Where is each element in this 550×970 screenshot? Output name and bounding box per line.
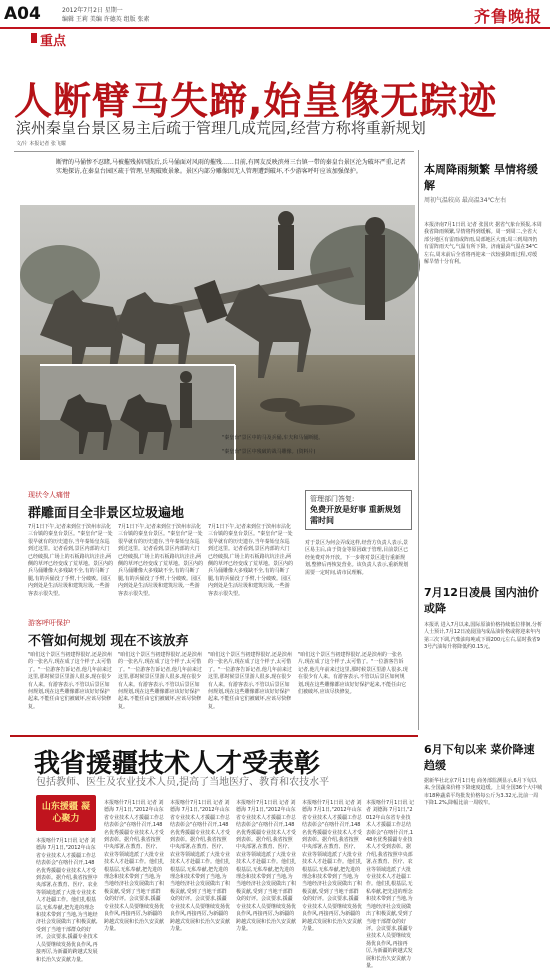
bottom-headline: 我省援疆技术人才受表彰 [34,749,321,779]
main-byline: 文/片 本报记者 张飞耀 [16,141,66,147]
reply-body: 对于景区为何会弄成这样,经营方负责人表示,景区易主后,由于资金等原因疏于管理,目前景区已经免费对外开放。下一步将对景区进行重新规划,整修后再恢复营业。该负责人表示,重新规划需要一定时间,请市民理解。 [305,540,409,576]
section1-body-col3: 7月1日下午,记者来到位于滨州市沾化三台镇的秦皇台景区。"秦皇台"是一处很早就有的历史遗存,当年秦始皇东巡到过这里。记者看到,景区内部的大门已经破损,广场上的石板路坑坑洼洼,两侧的草坪已经变成了荒草地。景区内的兵马俑雕像大多残缺不全,有的马断了腿,有的兵俑没了手臂,十分破败。园区内到处是生活垃圾和建筑垃圾,一些游客表示很失望。 [208,524,294,597]
section-label: 重点 [40,34,67,49]
main-headline: 人断臂马失蹄,始皇像无踪迹 [14,79,498,123]
header-rule [0,27,550,29]
section2-body-col4: "咱们这个景区当初建得很好,还是滨州的一张名片,现在成了这个样子,太可惜了。"一位游客告诉记者,他几年前来过这里,那时候景区里游人很多,现在很少有人来。有游客表示,不管以后景区如何规划,现在这些雕像都应该好好保护起来,不能任由它们被破坏,应该尽快修复。 [298,652,408,696]
section-marker [31,33,37,43]
lead-rule [14,151,414,152]
masthead-logo: 齐鲁晚报 [473,7,542,26]
section2-title: 不管如何规划 现在不该放弃 [28,634,189,649]
vegetables-body: 据新华社北京7月1日电 商务部监测显示,6月下旬以来,全国蔬菜价格下降速度趋缓。上周全国36个大中城市18种蔬菜平均批发价格每公斤为3.32元,比前一周下降1.2%,降幅比前一周收窄。 [424,778,542,807]
main-subhead: 滨州秦皇台景区易主后疏于管理几成荒园,经营方称将重新规划 [16,119,426,137]
issue-date: 2012年7月2日 星期一 [62,7,123,14]
bottom-body-col3: 本报喀什7月1日讯 记者 刘德海 7月1日,"2012年山东省专业技术人才援疆工作总结表彰会"在喀什召开,148名优秀援疆专业技术人才受到表彰。据介绍,我省按照中央部署,在教育、医疗、农业等领域选派了大批专业技术人才赴疆工作。他们扎根基层,无私奉献,把先进的理念和技术带到了当地,为当地经济社会发展做出了积极贡献,受到了当地干部群众的好评。会议要求,援疆专业技术人员要继续发扬优良作风,再接再厉,为新疆的跨越式发展和长治久安贡献力量。 [170,800,231,932]
section2-body-col1: "咱们这个景区当初建得很好,还是滨州的一张名片,现在成了这个样子,太可惜了。"一位游客告诉记者,他几年前来过这里,那时候景区里游人很多,现在很少有人来。有游客表示,不管以后景区如何规划,现在这些雕像都应该好好保护起来,不能任由它们被破坏,应该尽快修复。 [28,652,112,710]
photo-caption-1: "秦皇台"景区中的马及兵俑,车夫和马俑断腿。 [222,435,324,441]
section2-body-col2: "咱们这个景区当初建得很好,还是滨州的一张名片,现在成了这个样子,太可惜了。"一位游客告诉记者,他几年前来过这里,那时候景区里游人很多,现在很少有人来。有游客表示,不管以后景区如何规划,现在这些雕像都应该好好保护起来,不能任由它们被破坏,应该尽快修复。 [118,652,202,710]
oil-title: 7月12日凌晨 国内油价或降 [424,586,539,615]
section1-body-col2: 7月1日下午,记者来到位于滨州市沾化三台镇的秦皇台景区。"秦皇台"是一处很早就有的历史遗存,当年秦始皇东巡到过这里。记者看到,景区内部的大门已经破损,广场上的石板路坑坑洼洼,两侧的草坪已经变成了荒草地。景区内的兵马俑雕像大多残缺不全,有的马断了腿,有的兵俑没了手臂,十分破败。园区内到处是生活垃圾和建筑垃圾,一些游客表示很失望。 [118,524,204,597]
main-lead: 断臂的马俑惨不忍睹,马被摧残掉四肢后,兵马俑面对风雨的摧残……目前,有网友反映滨州三台镇一带的秦皇台景区沦为破坏严重,记者实地探访,在秦皇台园区疏于管理,呈现破败景象。景区内部分雕像因无人管理遭到破坏,不少游客呼吁应该加强保护。 [56,159,406,175]
bottom-body-col6: 本报喀什7月1日讯 记者 刘德海 7月1日,"2012年山东省专业技术人才援疆工作总结表彰会"在喀什召开,148名优秀援疆专业技术人才受到表彰。据介绍,我省按照中央部署,在教育、医疗、农业等领域选派了大批专业技术人才赴疆工作。他们扎根基层,无私奉献,把先进的理念和技术带到了当地,为当地经济社会发展做出了积极贡献,受到了当地干部群众的好评。会议要求,援疆专业技术人员要继续发扬优良作风,再接再厉,为新疆的跨越式发展和长治久安贡献力量。 [366,800,414,969]
sculpture-photo-illustration [20,205,415,460]
reply-title: 免费开放是好事 重新规划需时间 [310,505,401,525]
sticker-text: 山东援疆 凝心聚力 [41,802,91,824]
weather-subtitle: 周初气温较高 最高温34℃左右 [424,197,507,204]
section2-body-col3: "咱们这个景区当初建得很好,还是滨州的一张名片,现在成了这个样子,太可惜了。"一位游客告诉记者,他几年前来过这里,那时候景区里游人很多,现在很少有人来。有游客表示,不管以后景区如何规划,现在这些雕像都应该好好保护起来,不能任由它们被破坏,应该尽快修复。 [208,652,292,710]
section1-kicker: 现状令人痛惜 [28,491,70,499]
editorial-staff: 编辑 王莉 美编 许德英 组版 张素 [62,16,150,23]
section1-title: 群雕面目全非景区垃圾遍地 [28,506,185,521]
main-photo [20,205,415,460]
page-number: A04 [4,4,41,24]
sticker-badge [36,795,96,831]
section1-body-col1: 7月1日下午,记者来到位于滨州市沾化三台镇的秦皇台景区。"秦皇台"是一处很早就有的历史遗存,当年秦始皇东巡到过这里。记者看到,景区内部的大门已经破损,广场上的石板路坑坑洼洼,两侧的草坪已经变成了荒草地。景区内的兵马俑雕像大多残缺不全,有的马断了腿,有的兵俑没了手臂,十分破败。园区内到处是生活垃圾和建筑垃圾,一些游客表示很失望。 [28,524,114,597]
reply-kicker: 管理部门答复: [310,495,355,503]
bottom-body-col5: 本报喀什7月1日讯 记者 刘德海 7月1日,"2012年山东省专业技术人才援疆工作总结表彰会"在喀什召开,148名优秀援疆专业技术人才受到表彰。据介绍,我省按照中央部署,在教育、医疗、农业等领域选派了大批专业技术人才赴疆工作。他们扎根基层,无私奉献,把先进的理念和技术带到了当地,为当地经济社会发展做出了积极贡献,受到了当地干部群众的好评。会议要求,援疆专业技术人员要继续发扬优良作风,再接再厉,为新疆的跨越式发展和长治久安贡献力量。 [302,800,363,932]
weather-body: 本报济南7月1日讯 记者 张国庆 据省气象台预报,本周我省降雨频繁,旱情将得到缓解。周一到周二,全省大部分地区有雷雨或阵雨,局部地区大雨;周三到周四仍有雷阵雨天气,气温有所下降。济南最高气温在34℃左右,周末前后全省将再迎来一次较强降雨过程,对缓解旱情十分有利。 [424,222,542,266]
section2-kicker: 游客呼吁保护 [28,619,70,627]
management-reply-box [305,490,412,530]
bottom-subhead: 包括教师、医生及农业技术人员,提高了当地医疗、教育和农技水平 [36,777,330,788]
bottom-story-rule [10,735,418,737]
photo-caption-2: "秦皇台"景区中残破的战马雕像。(资料片) [222,449,316,455]
bottom-body-col1: 本报喀什7月1日讯 记者 刘德海 7月1日,"2012年山东省专业技术人才援疆工作总结表彰会"在喀什召开,148名优秀援疆专业技术人才受到表彰。据介绍,我省按照中央部署,在教育、医疗、农业等领域选派了大批专业技术人才赴疆工作。他们扎根基层,无私奉献,把先进的理念和技术带到了当地,为当地经济社会发展做出了积极贡献,受到了当地干部群众的好评。会议要求,援疆专业技术人员要继续发扬优良作风,再接再厉,为新疆的跨越式发展和长治久安贡献力量。 [36,838,98,963]
oil-body: 本报讯 进入7月以来,国际原油价格持续低位徘徊,分析人士预计,7月12日凌晨国内成品油价格或将迎来年内第三次下调,汽柴油每吨或下调200元左右,届时我省93号汽油每升将降低约0.15元。 [424,622,542,651]
bottom-body-col2: 本报喀什7月1日讯 记者 刘德海 7月1日,"2012年山东省专业技术人才援疆工作总结表彰会"在喀什召开,148名优秀援疆专业技术人才受到表彰。据介绍,我省按照中央部署,在教育、医疗、农业等领域选派了大批专业技术人才赴疆工作。他们扎根基层,无私奉献,把先进的理念和技术带到了当地,为当地经济社会发展做出了积极贡献,受到了当地干部群众的好评。会议要求,援疆专业技术人员要继续发扬优良作风,再接再厉,为新疆的跨越式发展和长治久安贡献力量。 [104,800,165,932]
column-separator [418,150,419,730]
weather-title: 本周降雨频繁 旱情将缓解 [424,163,538,192]
vegetables-title: 6月下旬以来 菜价降速趋缓 [424,743,535,772]
bottom-body-col4: 本报喀什7月1日讯 记者 刘德海 7月1日,"2012年山东省专业技术人才援疆工作总结表彰会"在喀什召开,148名优秀援疆专业技术人才受到表彰。据介绍,我省按照中央部署,在教育、医疗、农业等领域选派了大批专业技术人才赴疆工作。他们扎根基层,无私奉献,把先进的理念和技术带到了当地,为当地经济社会发展做出了积极贡献,受到了当地干部群众的好评。会议要求,援疆专业技术人员要继续发扬优良作风,再接再厉,为新疆的跨越式发展和长治久安贡献力量。 [236,800,297,932]
